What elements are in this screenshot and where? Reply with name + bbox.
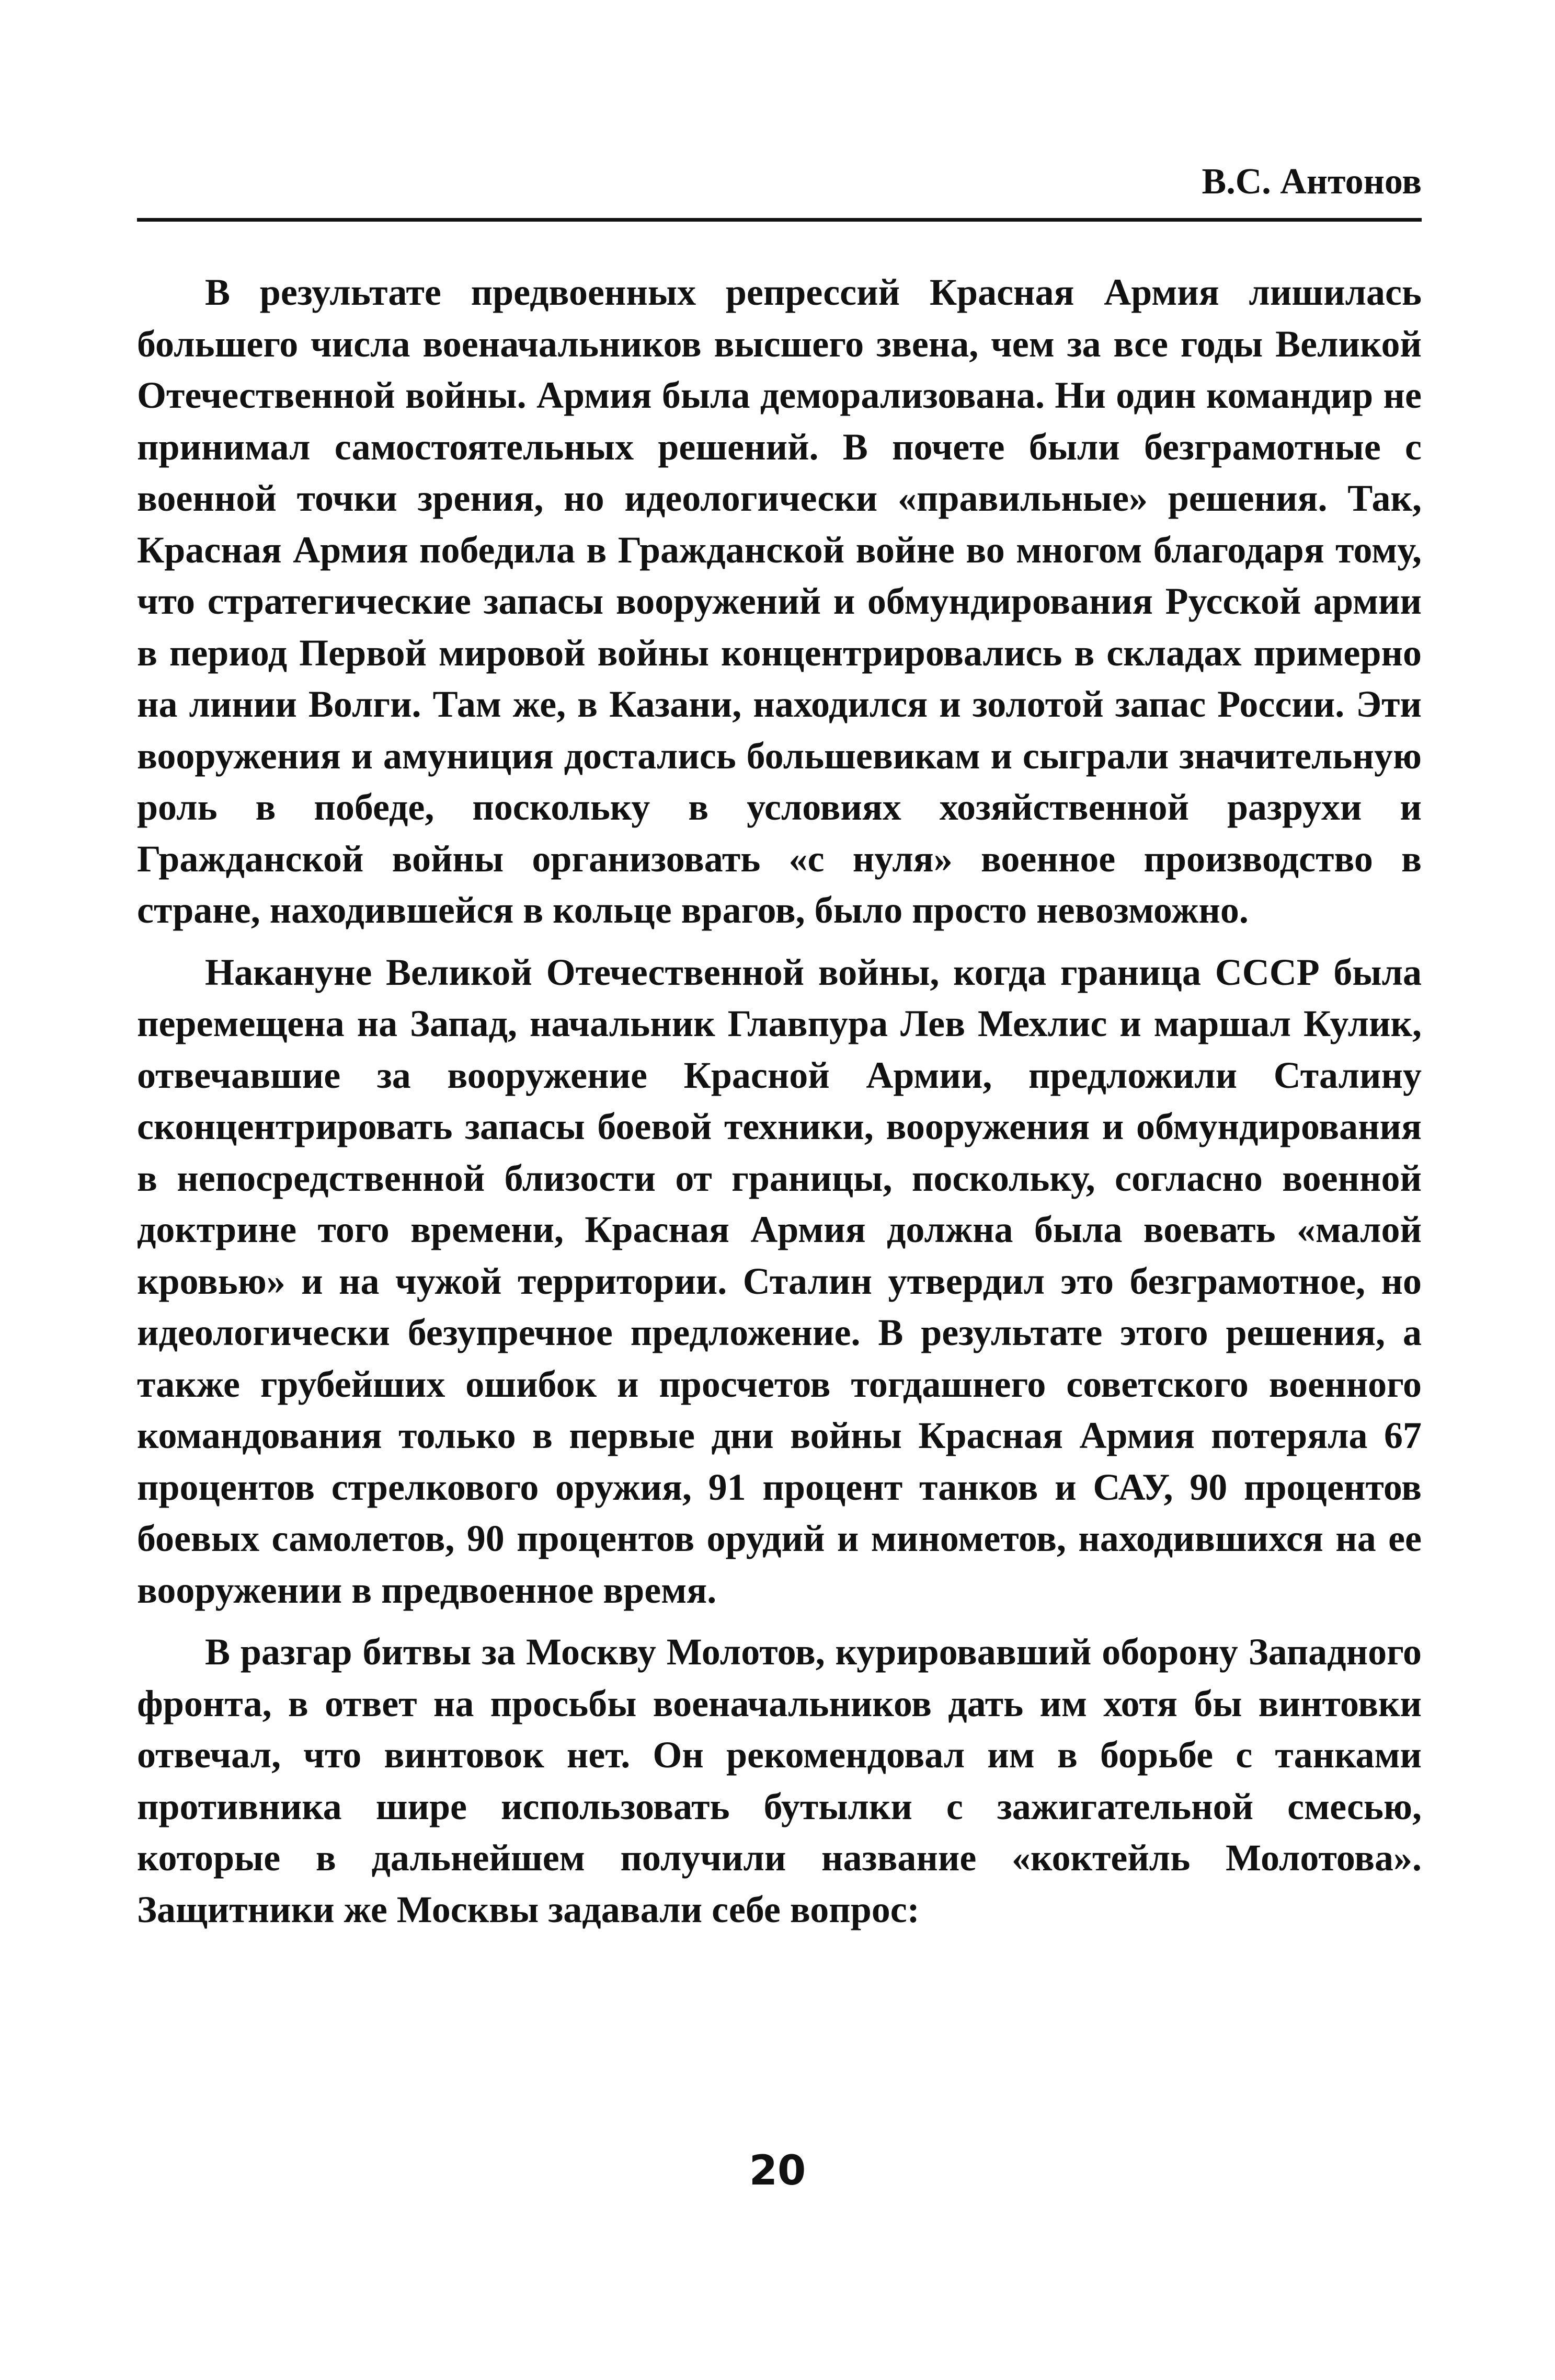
paragraph-3: В разгар битвы за Москву Молотов, курировавший оборону Западного фронта, в ответ на просьбы военачальников дать им хотя бы винтовки отвечал, что винтовок нет. Он рекомендовал им в борьбе с танками противника шире использовать бутылки с зажигательной смесью, которые в дальнейшем получили название «коктейль Молотова». Защитники же Москвы задавали себе вопрос:	[137, 1631, 1422, 1930]
paragraph-2: Накануне Великой Отечественной войны, когда граница СССР была перемещена на Запад, начальник Главпура Лев Мехлис и маршал Кулик, отвечавшие за вооружение Красной Армии, предложили Сталину сконцентрировать запасы боевой техники, вооружения и обмундирования в непосредственной близости от границы, поскольку, согласно военной доктрине того времени, Красная Армия должна была воевать «малой кровью» и на чужой территории. Сталин утвердил это безграмотное, но идеологически безупречное предложение. В результате этого решения, а также грубейших ошибок и просчетов тогдашнего советского военного командования только в первые дни войны Красная Армия потеряла 67 процентов стрелкового оружия, 91 процент танков и САУ, 90 процентов боевых самолетов, 90 процентов орудий и минометов, находившихся на ее вооружении в предвоенное время.	[137, 951, 1422, 1611]
body-text	[137, 267, 1422, 1935]
paragraph-1: В результате предвоенных репрессий Красная Армия лишилась большего числа военачальников высшего звена, чем за все годы Великой Отечественной войны. Армия была деморализована. Ни один командир не принимал самостоятельных решений. В почете были безграмотные с военной точки зрения, но идеологически «правильные» решения. Так, Красная Армия победила в Гражданской войне во многом благодаря тому, что стратегические запасы вооружений и обмундирования Русской армии в период Первой мировой войны концентрировались в складах примерно на линии Волги. Там же, в Казани, находился и золотой запас России. Эти вооружения и амуниция достались большевикам и сыграли значительную роль в победе, поскольку в условиях хозяйственной разрухи и Гражданской войны организовать «с нуля» военное производство в стране, находившейся в кольце врагов, было просто невозможно.	[137, 271, 1422, 931]
running-header-author: В.С. Антонов	[1202, 162, 1422, 202]
page-number: 20	[749, 2147, 806, 2194]
header-divider	[137, 218, 1422, 222]
